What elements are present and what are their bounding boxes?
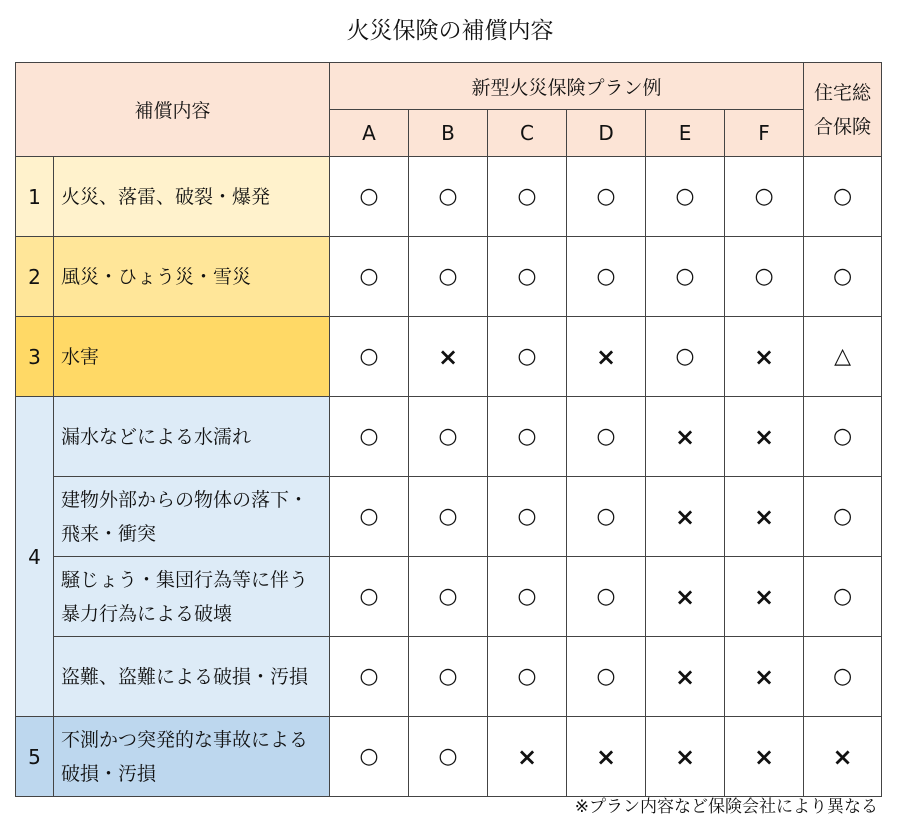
mark-cell: ○ xyxy=(567,557,646,637)
mark-cell: ○ xyxy=(330,557,409,637)
mark-cell: ○ xyxy=(330,477,409,557)
mark-cell: ○ xyxy=(725,237,804,317)
mark-cell: ○ xyxy=(804,397,882,477)
row-number: 5 xyxy=(16,717,54,797)
mark-cell: ○ xyxy=(804,237,882,317)
mark-cell: × xyxy=(725,397,804,477)
row-number: 1 xyxy=(16,157,54,237)
coverage-label: 水害 xyxy=(54,317,330,397)
mark-cell: ○ xyxy=(330,157,409,237)
mark-cell: × xyxy=(567,317,646,397)
mark-cell: ○ xyxy=(567,237,646,317)
row-number: 2 xyxy=(16,237,54,317)
mark-cell: ○ xyxy=(330,237,409,317)
mark-cell: ○ xyxy=(488,157,567,237)
mark-cell: ○ xyxy=(488,477,567,557)
mark-cell: ○ xyxy=(330,717,409,797)
footnote: ※プラン内容など保険会社により異なる xyxy=(574,797,878,817)
coverage-label: 騒じょう・集団行為等に伴う暴力行為による破壊 xyxy=(54,557,330,637)
mark-cell: ○ xyxy=(409,477,488,557)
plan-f-header: F xyxy=(725,110,804,157)
mark-cell: ○ xyxy=(488,317,567,397)
mark-cell: × xyxy=(804,717,882,797)
table-row xyxy=(16,717,882,797)
mark-cell: × xyxy=(567,717,646,797)
mark-cell: △ xyxy=(804,317,882,397)
coverage-label: 火災、落雷、破裂・爆発 xyxy=(54,157,330,237)
mark-cell: ○ xyxy=(646,157,725,237)
table-row xyxy=(16,557,882,637)
mark-cell: ○ xyxy=(330,317,409,397)
table-row xyxy=(16,397,882,477)
plan-d-header: D xyxy=(567,110,646,157)
mark-cell: ○ xyxy=(488,557,567,637)
mark-cell: ○ xyxy=(567,637,646,717)
mark-cell: ○ xyxy=(409,717,488,797)
table-row xyxy=(16,237,882,317)
plan-a-header: A xyxy=(330,110,409,157)
coverage-label: 盗難、盗難による破損・汚損 xyxy=(54,637,330,717)
mark-cell: ○ xyxy=(567,477,646,557)
mark-cell: × xyxy=(488,717,567,797)
mark-cell: × xyxy=(646,397,725,477)
mark-cell: ○ xyxy=(488,397,567,477)
mark-cell: × xyxy=(646,637,725,717)
mark-cell: × xyxy=(725,317,804,397)
mark-cell: ○ xyxy=(330,637,409,717)
mark-cell: × xyxy=(725,477,804,557)
mark-cell: × xyxy=(646,717,725,797)
mark-cell: ○ xyxy=(488,637,567,717)
new-plan-group-header: 新型火災保険プラン例 xyxy=(330,63,804,110)
plan-e-header: E xyxy=(646,110,725,157)
table-row xyxy=(16,317,882,397)
page-title: 火災保険の補償内容 xyxy=(346,18,554,44)
coverage-label: 風災・ひょう災・雪災 xyxy=(54,237,330,317)
mark-cell: ○ xyxy=(488,237,567,317)
mark-cell: ○ xyxy=(804,157,882,237)
mark-cell: ○ xyxy=(725,157,804,237)
coverage-header: 補償内容 xyxy=(16,63,330,157)
mark-cell: × xyxy=(646,557,725,637)
mark-cell: ○ xyxy=(567,157,646,237)
mark-cell: × xyxy=(409,317,488,397)
plan-b-header: B xyxy=(409,110,488,157)
mark-cell: ○ xyxy=(409,157,488,237)
plan-c-header: C xyxy=(488,110,567,157)
mark-cell: ○ xyxy=(409,237,488,317)
mark-cell: ○ xyxy=(804,637,882,717)
table-row xyxy=(16,637,882,717)
mark-cell: ○ xyxy=(804,477,882,557)
table-row xyxy=(16,157,882,237)
mark-cell: ○ xyxy=(409,637,488,717)
table-row xyxy=(16,477,882,557)
row-number: 4 xyxy=(16,397,54,717)
mark-cell: × xyxy=(725,717,804,797)
mark-cell: ○ xyxy=(567,397,646,477)
coverage-label: 漏水などによる水濡れ xyxy=(54,397,330,477)
coverage-label: 建物外部からの物体の落下・飛来・衝突 xyxy=(54,477,330,557)
mark-cell: ○ xyxy=(646,237,725,317)
mark-cell: ○ xyxy=(646,317,725,397)
coverage-table xyxy=(15,62,882,797)
mark-cell: ○ xyxy=(409,557,488,637)
coverage-label: 不測かつ突発的な事故による破損・汚損 xyxy=(54,717,330,797)
mark-cell: ○ xyxy=(804,557,882,637)
mark-cell: × xyxy=(646,477,725,557)
mark-cell: ○ xyxy=(330,397,409,477)
mark-cell: × xyxy=(725,557,804,637)
comprehensive-header: 住宅総合保険 xyxy=(804,63,882,157)
row-number: 3 xyxy=(16,317,54,397)
mark-cell: ○ xyxy=(409,397,488,477)
mark-cell: × xyxy=(725,637,804,717)
